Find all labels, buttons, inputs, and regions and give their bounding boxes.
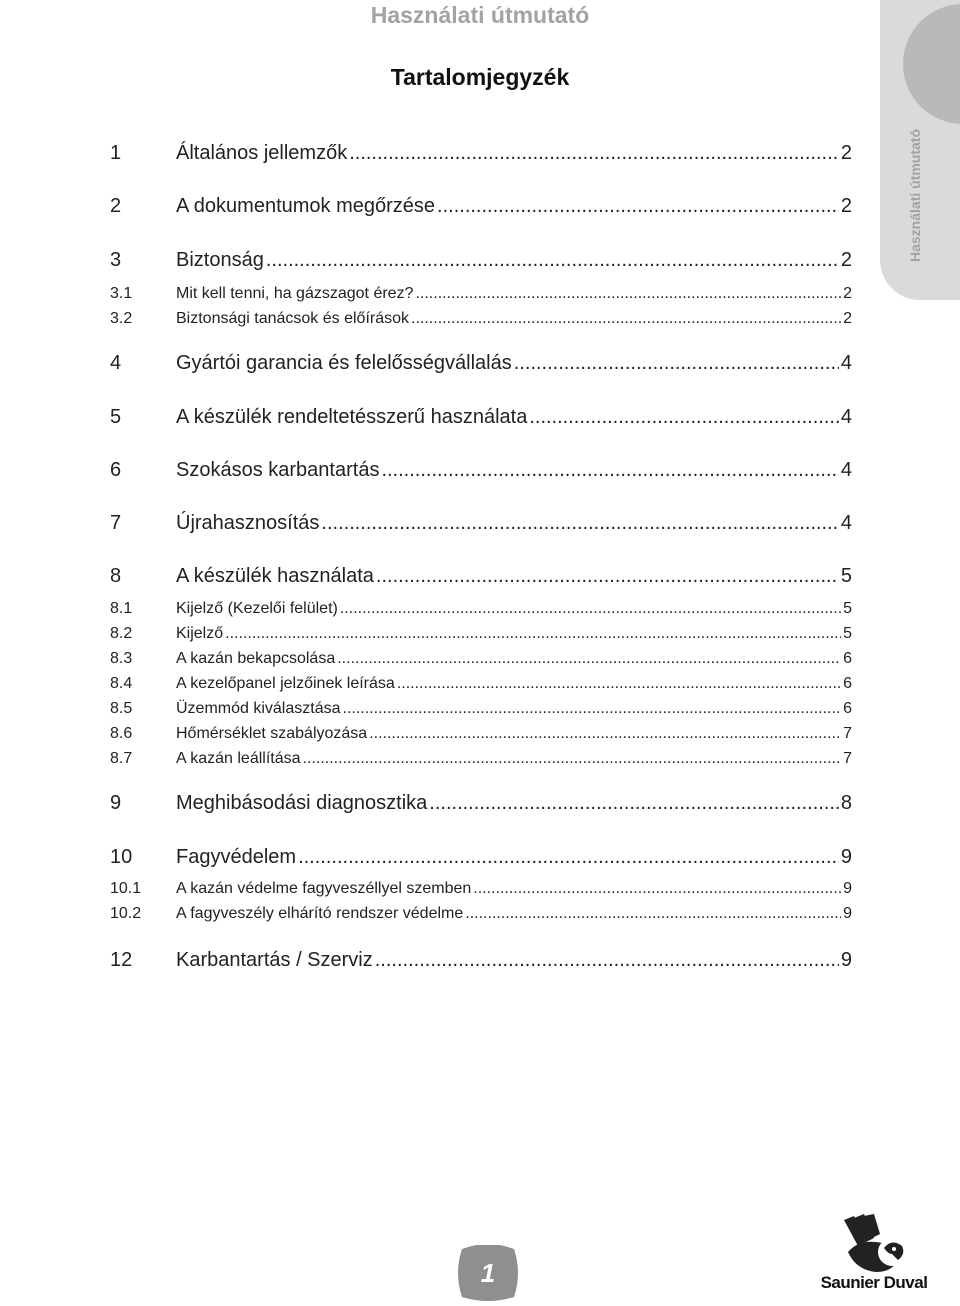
toc-entry-title: Fagyvédelem — [176, 846, 297, 868]
toc-entry-number: 8.7 — [110, 750, 133, 767]
toc-entry[interactable] — [110, 792, 852, 815]
toc-entry-title: A dokumentumok megőrzése — [176, 195, 436, 217]
toc-entry-number: 8.2 — [110, 625, 133, 642]
toc-entry-page: 9 — [840, 846, 852, 868]
toc-entry-page: 6 — [843, 650, 852, 667]
toc-entry[interactable] — [110, 725, 852, 743]
toc-entry[interactable] — [110, 195, 852, 218]
toc-entry-page: 5 — [840, 565, 852, 587]
dot-leader — [529, 406, 839, 429]
toc-entry[interactable] — [110, 310, 852, 328]
toc-entry[interactable] — [110, 459, 852, 482]
toc-entry[interactable] — [110, 249, 852, 272]
toc-entry[interactable] — [110, 625, 852, 643]
toc-entry-title: A kezelőpanel jelzőinek leírása — [176, 675, 395, 692]
dot-leader — [397, 675, 841, 693]
toc-entry-page: 6 — [843, 700, 852, 717]
toc-entry-number: 8.4 — [110, 675, 133, 692]
page-number: 1 — [480, 1257, 496, 1288]
toc-entry-title: A kazán bekapcsolása — [176, 650, 336, 667]
toc-entry-title: A fagyveszély elhárító rendszer védelme — [176, 905, 464, 922]
toc-entry-page: 4 — [840, 512, 852, 534]
toc-entry-page: 5 — [843, 600, 852, 617]
page-number-badge — [456, 1245, 520, 1306]
dot-leader — [303, 750, 842, 768]
toc-entry-page: 2 — [843, 310, 852, 327]
toc-entry-title: Karbantartás / Szerviz — [176, 949, 373, 971]
toc-entry-number: 8.6 — [110, 725, 133, 742]
toc-entry-number: 3 — [110, 249, 122, 271]
toc-entry-page: 4 — [840, 352, 852, 374]
toc-entry-title: Gyártói garancia és felelősségvállalás — [176, 352, 512, 374]
toc-entry-number: 7 — [110, 512, 122, 534]
toc-entry-page: 2 — [843, 285, 852, 302]
toc-entry-title: Szokásos karbantartás — [176, 459, 380, 481]
toc-entry-title: A készülék rendeltetésszerű használata — [176, 406, 528, 428]
toc-entry[interactable] — [110, 750, 852, 768]
toc-entry-title: Kijelző (Kezelői felület) — [176, 600, 338, 617]
dot-leader — [369, 725, 841, 743]
toc-entry-number: 3.2 — [110, 310, 133, 327]
toc-entry[interactable] — [110, 565, 852, 588]
dot-leader — [415, 285, 841, 303]
toc-entry-page: 7 — [843, 750, 852, 767]
toc-entry-page: 4 — [840, 459, 852, 481]
toc-entry-number: 10 — [110, 846, 133, 868]
toc-entry[interactable] — [110, 285, 852, 303]
toc-entry-title: Kijelző — [176, 625, 224, 642]
toc-entry-number: 8.3 — [110, 650, 133, 667]
toc-entry-number: 6 — [110, 459, 122, 481]
dot-leader — [349, 142, 839, 165]
dot-leader — [375, 949, 839, 972]
toc-entry[interactable] — [110, 650, 852, 668]
toc-entry-title: Biztonsági tanácsok és előírások — [176, 310, 410, 327]
toc-entry-number: 4 — [110, 352, 122, 374]
toc-entry[interactable] — [110, 512, 852, 535]
toc-entry-title: A készülék használata — [176, 565, 374, 587]
toc-entry-page: 8 — [840, 792, 852, 814]
toc-entry-number: 8 — [110, 565, 122, 587]
toc-entry-page: 6 — [843, 675, 852, 692]
dot-leader — [376, 565, 839, 588]
toc-entry[interactable] — [110, 675, 852, 693]
toc-entry-title: Újrahasznosítás — [176, 512, 320, 534]
toc-entry-title: Mit kell tenni, ha gázszagot érez? — [176, 285, 414, 302]
toc-entry-number: 1 — [110, 142, 122, 164]
dot-leader — [465, 905, 841, 923]
toc-entry[interactable] — [110, 406, 852, 429]
toc-entry[interactable] — [110, 600, 852, 618]
dot-leader — [343, 700, 842, 718]
toc-entry[interactable] — [110, 352, 852, 375]
toc-entry[interactable] — [110, 905, 852, 923]
toc-entry-page: 9 — [843, 905, 852, 922]
toc-entry-number: 10.2 — [110, 905, 142, 922]
dot-leader — [437, 195, 839, 218]
toc-entry-title: Hőmérséklet szabályozása — [176, 725, 368, 742]
toc-entry-number: 3.1 — [110, 285, 133, 302]
toc-entry[interactable] — [110, 846, 852, 869]
dot-leader — [225, 625, 841, 643]
dot-leader — [266, 249, 839, 272]
dot-leader — [298, 846, 839, 869]
dot-leader — [411, 310, 841, 328]
toc-entry-page: 7 — [843, 725, 852, 742]
dot-leader — [429, 792, 839, 815]
toc-entry-title: A kazán védelme fagyveszéllyel szemben — [176, 880, 472, 897]
dot-leader — [321, 512, 838, 535]
toc-entry-page: 9 — [840, 949, 852, 971]
toc-entry-number: 8.1 — [110, 600, 133, 617]
brand-name: Saunier Duval — [820, 1273, 928, 1292]
toc-entry-number: 10.1 — [110, 880, 142, 897]
toc-entry-title: Biztonság — [176, 249, 264, 271]
toc-entry-number: 5 — [110, 406, 122, 428]
dot-leader — [514, 352, 839, 375]
toc-entry-page: 4 — [840, 406, 852, 428]
toc-entry-page: 2 — [840, 249, 852, 271]
toc-entry-number: 9 — [110, 792, 122, 814]
dot-leader — [340, 600, 841, 618]
toc-entry-title: Meghibásodási diagnosztika — [176, 792, 428, 814]
toc-entry-title: Üzemmód kiválasztása — [176, 700, 341, 717]
side-tab-label: Használati útmutató — [907, 128, 923, 262]
page-header-title: Használati útmutató — [370, 2, 590, 28]
toc-entry-page: 2 — [840, 195, 852, 217]
toc-title: Tartalomjegyzék — [390, 64, 570, 90]
toc-entry-title: Általános jellemzők — [176, 142, 348, 164]
toc-entry-number: 8.5 — [110, 700, 133, 717]
toc-entry-number: 12 — [110, 949, 133, 971]
toc-entry-number: 2 — [110, 195, 122, 217]
toc-entry-page: 2 — [840, 142, 852, 164]
toc-entry[interactable] — [110, 142, 852, 165]
toc-entry[interactable] — [110, 880, 852, 898]
toc-entry-page: 9 — [843, 880, 852, 897]
dot-leader — [473, 880, 841, 898]
toc-entry[interactable] — [110, 949, 852, 972]
toc-entry-page: 5 — [843, 625, 852, 642]
toc-entry-title: A kazán leállítása — [176, 750, 301, 767]
dot-leader — [337, 650, 841, 668]
saunier-duval-logo-icon — [836, 1212, 916, 1276]
toc-entry[interactable] — [110, 700, 852, 718]
dot-leader — [381, 459, 838, 482]
